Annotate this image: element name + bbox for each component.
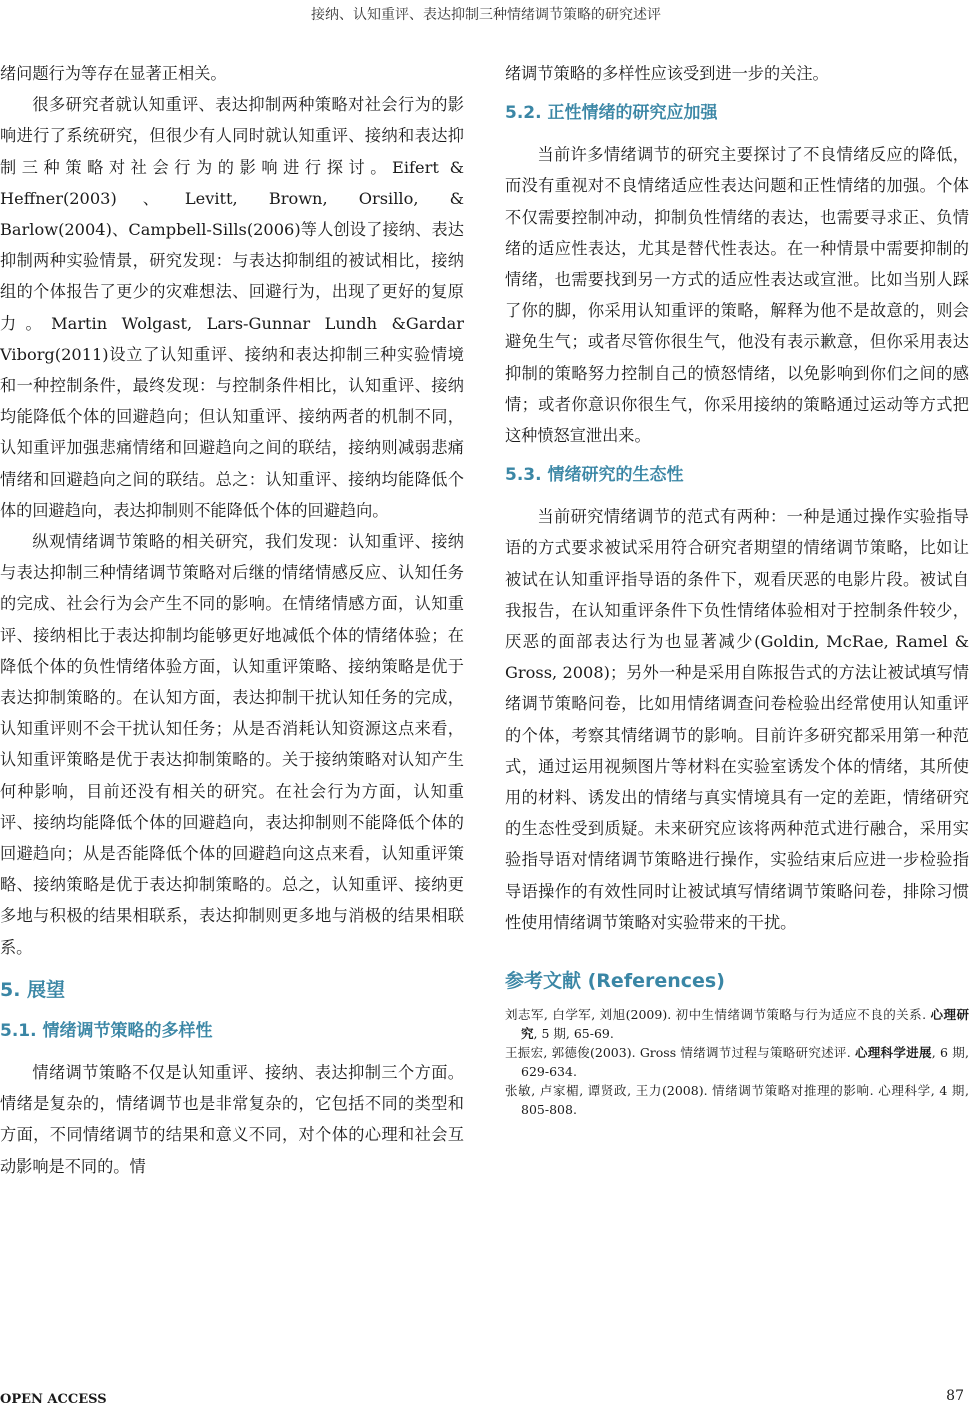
paragraph-ecology: 当前研究情绪调节的范式有两种：一种是通过操作实验指导语的方式要求被试采用符合研究者期望的情绪调节策略，比如让被试在认知重评指导语的条件下，观看厌恶的电影片段。被试自我报告，在认知重评条件下负性情绪体验相对于控制条件较少，厌恶的面部表达行为也显著减少(Goldin, McRae, Ramel & Gross, 2008)；另外一种是采用自陈报告式的方法让被试填写情绪调节策略问卷，比如用情绪调查问卷检验出经常使用认知重评的个体，考察其情绪调节的影响。目前许多研究都采用第一种范式，通过运用视频图片等材料在实验室诱发个体的情绪，其所使用的材料、诱发出的情绪与真实情境具有一定的差距，情绪研究的生态性受到质疑。未来研究应该将两种范式进行融合，采用实验指导语对情绪调节策略进行操作，实验结束后应进一步检验指导语操作的有效性同时让被试填写情绪调节策略问卷，排除习惯性使用情绪调节策略对实验带来的干扰。 [505,507,969,932]
reference-item: 张敏, 卢家楣, 谭贤政, 王力(2008). 情绪调节策略对推理的影响. 心理科学, 4 期, 805-808. [505,1083,969,1118]
references-heading: 参考文献 (References) [505,970,725,993]
paragraph-summary: 纵观情绪调节策略的相关研究，我们发现：认知重评、接纳与表达抑制三种情绪调节策略对后继的情绪情感反应、认知任务的完成、社会行为会产生不同的影响。在情绪情感方面，认知重评、接纳相比于表达抑制均能够更好地减低个体的情绪体验；在降低个体的负性情绪体验方面，认知重评策略、接纳策略是优于表达抑制策略的。在认知方面，表达抑制干扰认知任务的完成，认知重评则不会干扰认知任务；从是否消耗认知资源这点来看，认知重评策略是优于表达抑制策略的。关于接纳策略对认知产生何种影响，目前还没有相关的研究。在社会行为方面，认知重评、接纳均能降低个体的回避趋向，表达抑制则不能降低个体的回避趋向；从是否能降低个体的回避趋向这点来看，认知重评策略、接纳策略是优于表达抑制策略的。总之，认知重评、接纳更多地与积极的结果相联系，表达抑制则更多地与消极的结果相联系。 [0,532,464,957]
open-access-label: OPEN ACCESS [0,1392,107,1407]
running-header: 接纳、认知重评、表达抑制三种情绪调节策略的研究述评 [311,7,661,23]
left-column [0,58,464,1182]
reference-item: 王振宏, 郭德俊(2003). Gross 情绪调节过程与策略研究述评. 心理科学进展, 6 期, 629-634. [505,1045,969,1080]
paragraph-diversity: 情绪调节策略不仅是认知重评、接纳、表达抑制三个方面。情绪是复杂的，情绪调节也是非常复杂的，它包括不同的类型和方面，不同情绪调节的结果和意义不同，对个体的心理和社会互动影响是不同的。情 [0,1062,464,1176]
right-column [505,58,969,1119]
paragraph-continuation: 绪问题行为等存在显著正相关。 [0,64,227,83]
subsection-heading-diversity: 5.1. 情绪调节策略的多样性 [0,1020,213,1041]
page-number: 87 [946,1388,964,1404]
reference-item: 刘志军, 白学军, 刘旭(2009). 初中生情绪调节策略与行为适应不良的关系. 心理研究, 5 期, 65-69. [505,1007,969,1042]
paragraph-continuation-right: 绪调节策略的多样性应该受到进一步的关注。 [505,64,829,83]
paragraph-social-behavior: 很多研究者就认知重评、表达抑制两种策略对社会行为的影响进行了系统研究，但很少有人同时就认知重评、接纳和表达抑制三种策略对社会行为的影响进行探讨。Eifert & Heffner(2003)、Levitt, Brown, Orsillo, & Barlow(2004)、Campbell-Sills(2006)等人创设了接纳、表达抑制两种实验情景，研究发现：与表达抑制组的被试相比，接纳组的个体报告了更少的灾难想法、回避行为，出现了更好的复原力。Martin Wolgast, Lars-Gunnar Lundh &Gardar Viborg(2011)设立了认知重评、接纳和表达抑制三种实验情境和一种控制条件，最终发现：与控制条件相比，认知重评、接纳均能降低个体的回避趋向；但认知重评、接纳两者的机制不同，认知重评加强悲痛情绪和回避趋向之间的联结，接纳则减弱悲痛情绪和回避趋向之间的联结。总之：认知重评、接纳均能降低个体的回避趋向，表达抑制则不能降低个体的回避趋向。 [0,95,464,520]
paragraph-positive-emotion: 当前许多情绪调节的研究主要探讨了不良情绪反应的降低，而没有重视对不良情绪适应性表达问题和正性情绪的加强。个体不仅需要控制冲动，抑制负性情绪的表达，也需要寻求正、负情绪的适应性表达，尤其是替代性表达。在一种情景中需要抑制的情绪，也需要找到另一方式的适应性表达或宣泄。比如当别人踩了你的脚，你采用认知重评的策略，解释为他不是故意的，则会避免生气；或者尽管你很生气，他没有表示歉意，但你采用表达抑制的策略努力控制自己的愤怒情绪，以免影响到你们之间的感情；或者你意识你很生气，你采用接纳的策略通过运动等方式把这种愤怒宣泄出来。 [505,145,969,446]
subsection-heading-ecology: 5.3. 情绪研究的生态性 [505,465,684,486]
subsection-heading-positive-emotion: 5.2. 正性情绪的研究应加强 [505,103,718,124]
section-heading-outlook: 5. 展望 [0,978,66,1001]
